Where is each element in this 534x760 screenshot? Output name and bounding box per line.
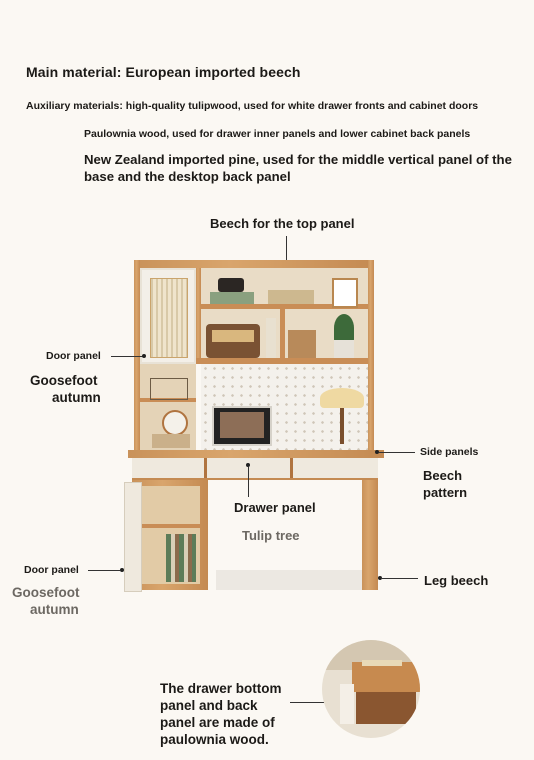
- lower-books: [166, 534, 196, 582]
- detail-book: [362, 660, 402, 666]
- radio-dial: [212, 330, 254, 342]
- photo-frame-item: [332, 278, 358, 308]
- goosefoot-upper-line2: autumn: [52, 390, 101, 405]
- paulownia-material-text: Paulownia wood, used for drawer inner panels and lower cabinet back panels: [84, 128, 471, 140]
- drawer-divider-1: [204, 458, 207, 478]
- fluted-glass: [150, 278, 188, 358]
- goosefoot-lower-line1: Goosefoot: [12, 585, 80, 600]
- lamp-stand: [340, 408, 344, 444]
- side-panels-leader: [379, 452, 415, 453]
- clock-item: [162, 410, 188, 436]
- detail-line-2: panel and back: [160, 698, 258, 713]
- door-panel-lower-dot: [120, 568, 124, 572]
- shelf-divider: [280, 309, 285, 359]
- beech-pattern-line2: pattern: [423, 485, 468, 500]
- detail-line-3: panel are made of: [160, 715, 275, 730]
- drawer-row: [132, 458, 378, 480]
- books-upright: [266, 318, 276, 358]
- book-stack-item: [210, 292, 254, 304]
- plant-pot: [334, 340, 354, 358]
- desktop-surface: [128, 450, 384, 458]
- floor-shadow: [216, 570, 362, 590]
- radio-item: [206, 324, 260, 358]
- detail-drawer-inner: [356, 692, 416, 724]
- goosefoot-lower-line2: autumn: [30, 602, 79, 617]
- pine-material-text: New Zealand imported pine, used for the middle vertical panel of the base and the desktop back panel: [84, 152, 512, 184]
- auxiliary-material-text: Auxiliary materials: high-quality tulipwood, used for white drawer fronts and cabinet doors: [26, 100, 479, 112]
- goosefoot-upper-line1: Goosefoot: [30, 373, 98, 388]
- door-panel-upper-dot: [142, 354, 146, 358]
- side-panels-label: Side panels: [420, 446, 479, 458]
- laptop-screen: [220, 412, 264, 438]
- book-stack-item-2: [268, 290, 314, 304]
- plant-item: [334, 314, 354, 342]
- beech-pattern-line1: Beech: [423, 468, 463, 483]
- laptop-item: [212, 406, 272, 446]
- detail-line-4: paulownia wood.: [160, 732, 269, 747]
- door-panel-upper-leader: [111, 356, 143, 357]
- tulip-tree-label: Tulip tree: [242, 528, 300, 543]
- lower-cabinet-shelf: [140, 524, 200, 528]
- speaker-item: [218, 278, 244, 292]
- detail-drawer-box: [352, 662, 420, 692]
- basket-item: [150, 378, 188, 400]
- books-item: [152, 434, 190, 448]
- leg-beech-label: Leg beech: [424, 573, 489, 588]
- hutch-top-panel: [134, 260, 374, 268]
- leg-beech-leader: [382, 578, 418, 579]
- detail-line-1: The drawer bottom: [160, 681, 282, 696]
- door-panel-upper-label: Door panel: [46, 350, 101, 362]
- desk-illustration: [120, 258, 390, 598]
- hutch-right-side: [368, 260, 374, 450]
- drawer-panel-leader: [248, 467, 249, 497]
- right-leg: [362, 480, 378, 590]
- door-panel-lower-label: Door panel: [24, 564, 79, 576]
- drawer-panel-label: Drawer panel: [234, 500, 316, 515]
- detail-drawer-front: [340, 684, 354, 724]
- main-material-text: Main material: European imported beech: [26, 64, 301, 80]
- drawer-divider-2: [290, 458, 293, 478]
- detail-text: [160, 680, 282, 748]
- top-panel-label: Beech for the top panel: [210, 216, 355, 231]
- door-panel-lower-leader: [88, 570, 120, 571]
- lamp-shade: [320, 388, 364, 408]
- glass-door-panel: [140, 268, 196, 364]
- frame-item: [288, 330, 316, 358]
- drawer-detail-photo: [322, 640, 420, 738]
- lower-cabinet-door: [124, 482, 142, 592]
